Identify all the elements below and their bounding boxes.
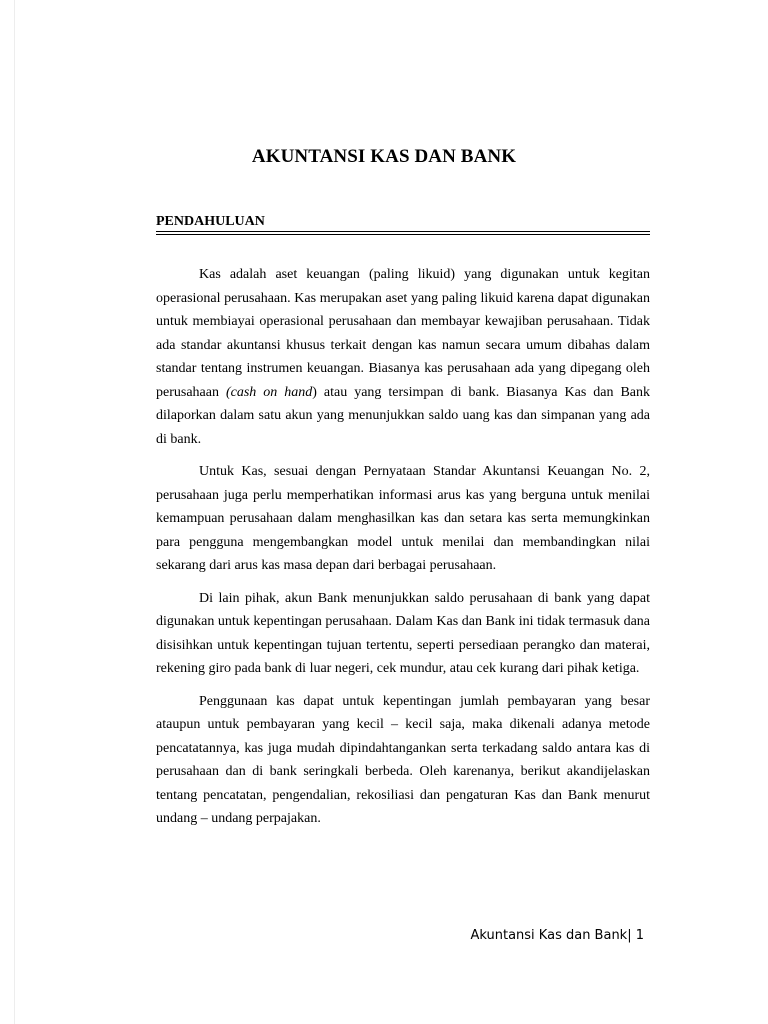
section-heading: PENDAHULUAN <box>156 214 265 229</box>
paragraph-1-text: Kas adalah aset keuangan (paling likuid) yang digunakan untuk kegitan operasional perusahaan. Kas merupakan aset yang paling likuid karena dapat digunakan untuk membiayai operasional perusahaan dan membayar kewajiban perusahaan. Tidak ada standar akuntansi khusus terkait dengan kas namun secara umum dibahas dalam standar tentang instrumen keuangan. Biasanya kas perusahaan ada yang dipegang oleh perusahaan <box>156 267 650 400</box>
paragraph-3: Di lain pihak, akun Bank menunjukkan saldo perusahaan di bank yang dapat digunakan untuk kepentingan perusahaan. Dalam Kas dan Bank ini tidak termasuk dana disisihkan untuk kepentingan tujuan tertentu, seperti persediaan perangko dan materai, rekening giro pada bank di luar negeri, cek mundur, atau cek kurang dari pihak ketiga. <box>156 590 650 676</box>
paragraph-1 <box>156 263 650 451</box>
page-footer: Akuntansi Kas dan Bank| 1 <box>470 928 644 943</box>
section-divider <box>156 231 650 235</box>
body-text <box>156 263 650 840</box>
paragraph-4: Penggunaan kas dapat untuk kepentingan jumlah pembayaran yang besar ataupun untuk pembayaran yang kecil – kecil saja, maka dikenali adanya metode pencatatannya, kas juga mudah dipindahtangankan serta terkadang saldo antara kas di perusahaan dan di bank seringkali berbeda. Oleh karenanya, berikut akandijelaskan tentang pencatatan, pengendalian, rekosiliasi dan pengaturan Kas dan Bank menurut undang – undang perpajakan. <box>156 693 650 826</box>
document-title: AKUNTANSI KAS DAN BANK <box>251 146 517 167</box>
paragraph-1-italic-text: (cash on hand <box>225 384 313 400</box>
paragraph-2: Untuk Kas, sesuai dengan Pernyataan Standar Akuntansi Keuangan No. 2, perusahaan juga perlu memperhatikan informasi arus kas yang berguna untuk menilai kemampuan perusahaan dalam menghasilkan kas dan setara kas serta memungkinkan para pengguna mengembangkan model untuk menilai dan membandingkan nilai sekarang dari arus kas masa depan dari berbagai perusahaan. <box>156 464 650 573</box>
paragraph-1-text-cont: ) atau yang tersimpan di bank. Biasanya Kas dan Bank dilaporkan dalam satu akun yang menunjukkan saldo uang kas dan simpanan yang ada di bank. <box>156 384 651 447</box>
